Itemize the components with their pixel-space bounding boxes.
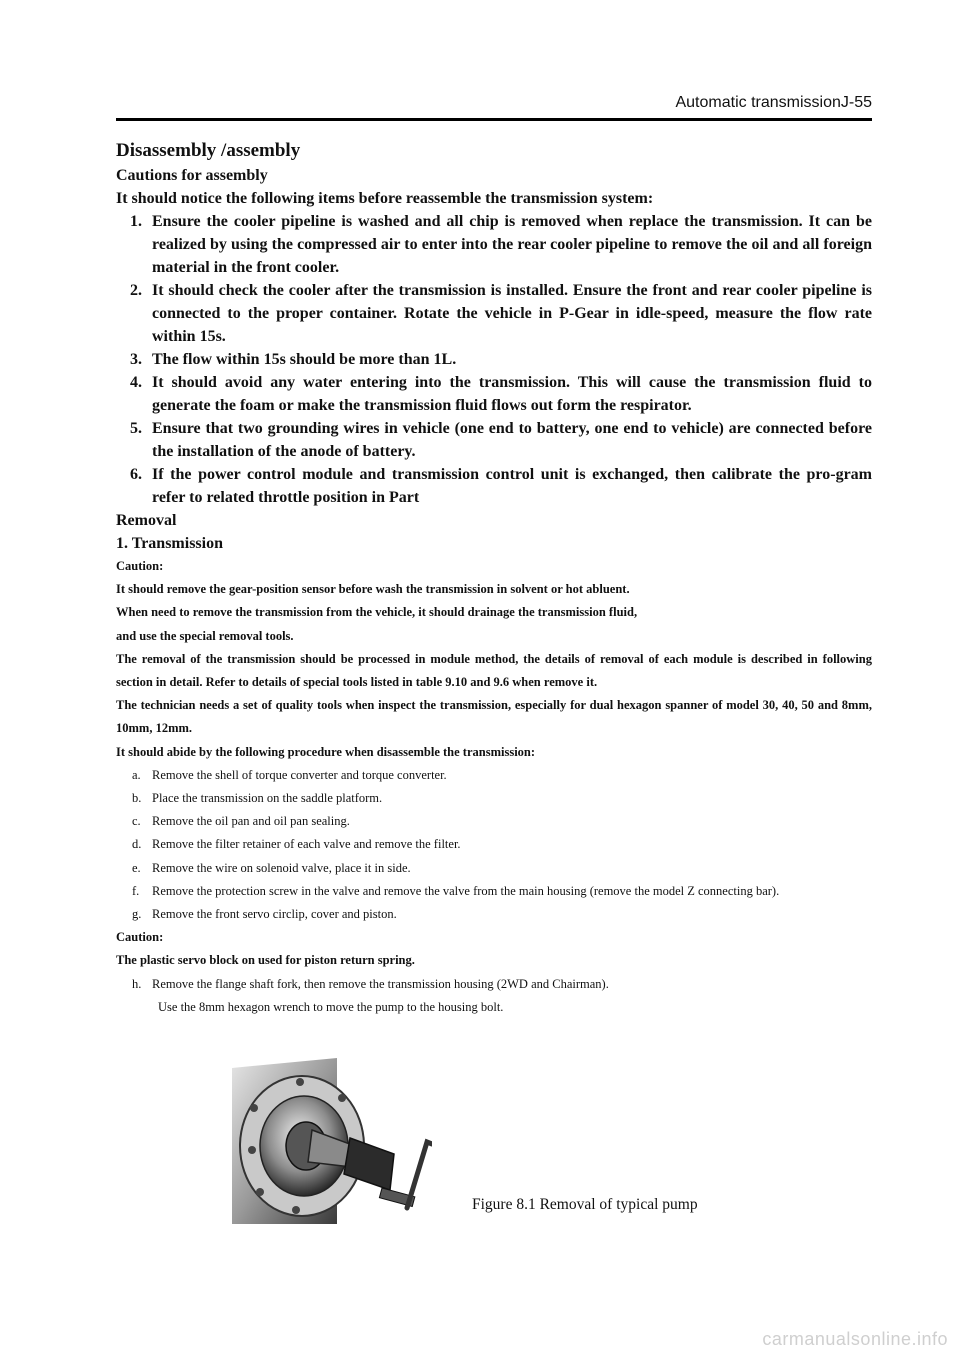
caution-item bbox=[116, 348, 872, 371]
step-text: Place the transmission on the saddle platform. bbox=[152, 791, 383, 806]
note-text: It should remove the gear-position sensor before wash the transmission in solvent or hot abluent. bbox=[116, 582, 630, 597]
step-letter: b. bbox=[132, 791, 142, 806]
page-header: Automatic transmissionJ-55 bbox=[675, 94, 872, 111]
note-text: and use the special removal tools. bbox=[116, 628, 294, 643]
caution-text: It should check the cooler after the transmission is installed. Ensure the front and rear cooler pipeline is connected to the proper container. Rotate the vehicle in P-Gear in idle-speed, measure the flow rate within 15s. bbox=[152, 282, 872, 345]
step-text: Remove the oil pan and oil pan sealing. bbox=[152, 814, 350, 829]
step-item bbox=[116, 903, 872, 926]
caution-item bbox=[116, 463, 872, 509]
step-item bbox=[116, 857, 872, 880]
note-text: When need to remove the transmission from the vehicle, it should drainage the transmission fluid, bbox=[116, 605, 638, 620]
caution-text: The plastic servo block on used for piston return spring. bbox=[116, 953, 415, 968]
step-text: Remove the filter retainer of each valve and remove the filter. bbox=[152, 837, 461, 852]
caution-text: If the power control module and transmission control unit is exchanged, then calibrate the pro-gram refer to related throttle position in Part bbox=[152, 466, 872, 506]
caution-label: Caution: bbox=[116, 930, 164, 945]
step-item bbox=[116, 764, 872, 787]
cautions-title: Cautions for assembly bbox=[116, 167, 268, 184]
section-title: Disassembly /assembly bbox=[116, 140, 301, 161]
caution-text: Ensure that two grounding wires in vehicle (one end to battery, one end to vehicle) are connected before the installation of the anode of battery. bbox=[152, 420, 872, 460]
step-note: Use the 8mm hexagon wrench to move the pump to the housing bolt. bbox=[158, 999, 504, 1014]
caution-number: 4. bbox=[130, 374, 142, 391]
step-text: Remove the shell of torque converter and torque converter. bbox=[152, 767, 447, 782]
caution-text: It should avoid any water entering into the transmission. This will cause the transmission fluid to generate the foam or make the transmission fluid flows out form the respirator. bbox=[152, 374, 872, 414]
note-text: The removal of the transmission should be processed in module method, the details of removal of each module is described in following section in detail. Refer to details of special tools listed in table 9.10 and 9.6 when remove it. bbox=[116, 651, 872, 690]
step-letter: a. bbox=[132, 767, 141, 782]
removal-title: Removal bbox=[116, 512, 177, 529]
caution-number: 3. bbox=[130, 351, 142, 368]
step-item bbox=[116, 973, 872, 996]
watermark: carmanualsonline.info bbox=[762, 1329, 948, 1349]
caution-text: Ensure the cooler pipeline is washed and all chip is removed when replace the transmission. It can be realized by using the compressed air to enter into the rear cooler pipeline to remove the oil and all foreign material in the front cooler. bbox=[152, 213, 872, 276]
caution-item bbox=[116, 279, 872, 348]
caution-number: 2. bbox=[130, 282, 142, 299]
pump-removal-photo bbox=[232, 1058, 432, 1224]
step-item bbox=[116, 880, 872, 903]
procedure-steps-continued bbox=[116, 973, 872, 996]
step-letter: g. bbox=[132, 907, 142, 922]
intro-text: It should notice the following items before reassemble the transmission system: bbox=[116, 190, 654, 207]
procedure-steps bbox=[116, 764, 872, 926]
step-text: Remove the protection screw in the valve and remove the valve from the main housing (remove the model Z connecting bar). bbox=[152, 883, 780, 898]
step-letter: f. bbox=[132, 883, 140, 898]
step-text: Remove the front servo circlip, cover and piston. bbox=[152, 907, 397, 922]
caution-text: The flow within 15s should be more than 1L. bbox=[152, 351, 457, 368]
step-item bbox=[116, 810, 872, 833]
caution-number: 6. bbox=[130, 466, 142, 483]
caution-item bbox=[116, 417, 872, 463]
caution-item bbox=[116, 210, 872, 279]
step-text: Remove the flange shaft fork, then remove the transmission housing (2WD and Chairman). bbox=[152, 976, 609, 991]
header-rule bbox=[116, 118, 872, 121]
step-letter: h. bbox=[132, 976, 142, 991]
step-item bbox=[116, 833, 872, 856]
figure-caption: Figure 8.1 Removal of typical pump bbox=[472, 1196, 698, 1213]
caution-number: 1. bbox=[130, 213, 142, 230]
transmission-title: 1. Transmission bbox=[116, 535, 223, 552]
note-text: It should abide by the following procedure when disassemble the transmission: bbox=[116, 744, 536, 759]
step-letter: c. bbox=[132, 814, 141, 829]
caution-item bbox=[116, 371, 872, 417]
step-text: Remove the wire on solenoid valve, place it in side. bbox=[152, 860, 411, 875]
note-text: The technician needs a set of quality tools when inspect the transmission, especially for dual hexagon spanner of model 30, 40, 50 and 8mm, 10mm, 12mm. bbox=[116, 698, 872, 736]
pump-removal-illustration bbox=[232, 1058, 432, 1224]
caution-number: 5. bbox=[130, 420, 142, 437]
step-letter: e. bbox=[132, 860, 141, 875]
page-content bbox=[116, 138, 872, 1019]
step-letter: d. bbox=[132, 837, 142, 852]
step-item bbox=[116, 787, 872, 810]
caution-label: Caution: bbox=[116, 559, 164, 573]
cautions-list bbox=[116, 210, 872, 509]
